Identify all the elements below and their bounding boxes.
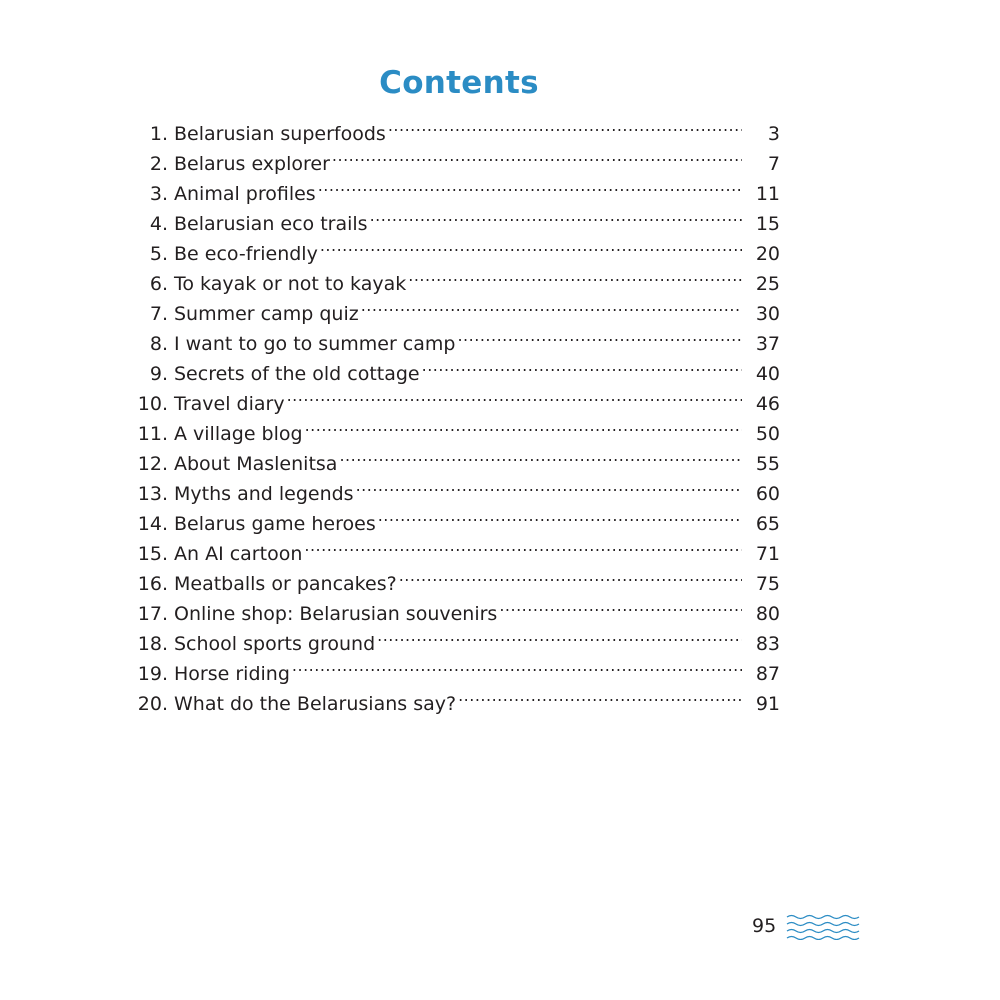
toc-dot-leader (332, 140, 742, 170)
toc-entry-title: To kayak or not to kayak (174, 273, 407, 295)
toc-entry-number: 12. (137, 453, 168, 475)
toc-entry-number: 18. (137, 633, 168, 655)
toc-dot-leader (422, 350, 742, 380)
toc-dot-leader (378, 500, 742, 530)
toc-entry-title: Myths and legends (174, 483, 354, 505)
toc-dot-leader (305, 410, 742, 440)
toc-entry-number: 2. (149, 153, 168, 175)
toc-entry-number: 20. (137, 693, 168, 715)
toc-entry-page: 65 (755, 513, 780, 535)
toc-entry-page: 75 (755, 573, 780, 595)
toc-entry-title: Belarusian eco trails (174, 213, 368, 235)
toc-entry-page: 30 (755, 303, 780, 325)
toc-entry-number: 8. (149, 333, 168, 355)
toc-entry-title: An AI cartoon (174, 543, 303, 565)
toc-entry-number: 19. (137, 663, 168, 685)
toc-entry-title: Meatballs or pancakes? (174, 573, 397, 595)
page-number: 95 (752, 915, 777, 937)
table-of-contents (130, 110, 790, 715)
toc-entry-number: 10. (137, 393, 168, 415)
toc-entry-number: 13. (137, 483, 168, 505)
toc-entry-title: Belarusian superfoods (174, 123, 386, 145)
toc-entry-title: Belarus explorer (174, 153, 330, 175)
toc-dot-leader (287, 380, 742, 410)
toc-dot-leader (457, 320, 742, 350)
toc-entry-page: 55 (755, 453, 780, 475)
toc-entry-title: Animal profiles (174, 183, 316, 205)
toc-entry-number: 9. (149, 363, 168, 385)
page-footer (752, 910, 860, 942)
toc-dot-leader (304, 530, 742, 560)
toc-entry-title: About Maslenitsa (174, 453, 338, 475)
toc-entry-title: School sports ground (174, 633, 376, 655)
toc-entry-number: 5. (149, 243, 168, 265)
toc-entry-title: Online shop: Belarusian souvenirs (174, 603, 498, 625)
toc-entry-page: 40 (755, 363, 780, 385)
toc-entry-page: 83 (755, 633, 780, 655)
toc-entry-page: 7 (767, 153, 780, 175)
toc-entry-number: 3. (149, 183, 168, 205)
toc-entry-title: Horse riding (174, 663, 290, 685)
wave-lines-icon (786, 912, 860, 940)
toc-entry-number: 11. (137, 423, 168, 445)
toc-entry-page: 80 (755, 603, 780, 625)
page-title: Contents (379, 64, 539, 101)
toc-dot-leader (361, 290, 742, 320)
toc-dot-leader (399, 560, 742, 590)
toc-entry-page: 15 (755, 213, 780, 235)
toc-entry-page: 25 (755, 273, 780, 295)
toc-entry-title: Summer camp quiz (174, 303, 359, 325)
toc-dot-leader (408, 260, 742, 290)
toc-entry-number: 16. (137, 573, 168, 595)
toc-dot-leader (499, 590, 742, 620)
toc-dot-leader (339, 440, 742, 470)
toc-entry-page: 50 (755, 423, 780, 445)
toc-entry-number: 14. (137, 513, 168, 535)
toc-dot-leader (370, 200, 742, 230)
toc-entry-number: 15. (137, 543, 168, 565)
toc-dot-leader (377, 620, 742, 650)
toc-entry-number: 7. (149, 303, 168, 325)
toc-entry-page: 46 (755, 393, 780, 415)
toc-entry-page: 60 (755, 483, 780, 505)
toc-dot-leader (356, 470, 742, 500)
toc-entry-title: Travel diary (174, 393, 285, 415)
toc-entry-page: 91 (755, 693, 780, 715)
toc-entry-page: 87 (755, 663, 780, 685)
toc-entry-title: I want to go to summer camp (174, 333, 456, 355)
toc-entry-title: Belarus game heroes (174, 513, 376, 535)
toc-entry-number: 17. (137, 603, 168, 625)
toc-entry-number: 4. (149, 213, 168, 235)
toc-entry-title: What do the Belarusians say? (174, 693, 457, 715)
toc-entry-page: 3 (767, 123, 780, 145)
toc-entry-number: 6. (149, 273, 168, 295)
toc-entry-title: Secrets of the old cottage (174, 363, 420, 385)
toc-entry[interactable] (130, 110, 790, 145)
toc-entry-page: 37 (755, 333, 780, 355)
toc-dot-leader (318, 170, 742, 200)
toc-dot-leader (292, 650, 742, 680)
toc-entry-title: A village blog (174, 423, 303, 445)
toc-dot-leader (320, 230, 742, 260)
toc-entry-page: 20 (755, 243, 780, 265)
toc-dot-leader (458, 680, 742, 710)
toc-entry-page: 71 (755, 543, 780, 565)
toc-entry-page: 11 (755, 183, 780, 205)
toc-entry-title: Be eco-friendly (174, 243, 318, 265)
toc-dot-leader (388, 110, 742, 140)
toc-entry-number: 1. (149, 123, 168, 145)
